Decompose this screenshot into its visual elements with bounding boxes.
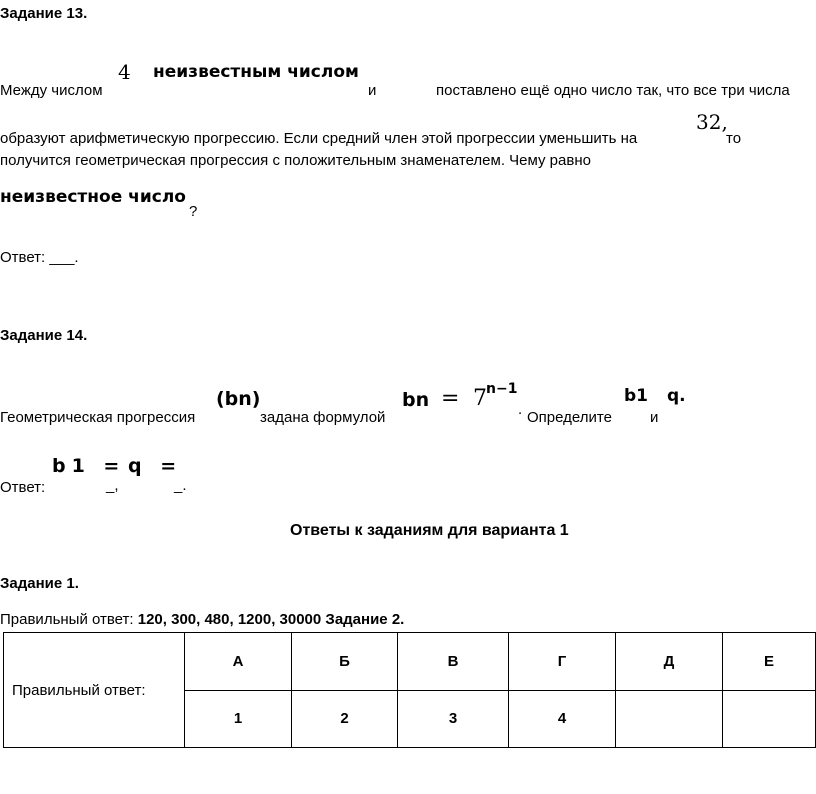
task13-answer: Ответ: ___. <box>0 249 79 266</box>
task14-and: и <box>650 409 659 426</box>
formula-eq: = <box>441 386 460 411</box>
table-value-cell: 3 <box>398 690 509 748</box>
formula-base: 7 <box>473 386 487 411</box>
task13-line3: получится геометрическая прогрессия с положительным знаменателем. Чему равно <box>0 152 591 169</box>
task13-line2: образуют арифметическую прогрессию. Если средний член этой прогрессии уменьшить на <box>0 130 638 147</box>
table-row <box>4 633 816 691</box>
answers-task1-line <box>0 611 404 628</box>
formula-exponent: n−1 <box>486 381 518 397</box>
table-header-cell: Е <box>723 633 816 691</box>
number-32: 32, <box>696 110 728 134</box>
task13-line1-start: Между числом <box>0 82 103 99</box>
table-value-cell: 1 <box>185 690 292 748</box>
answer-blank-2: _. <box>174 477 187 494</box>
task13-line1-end: поставлено ещё одно число так, что все три числа <box>436 82 790 99</box>
task14-given: задана формулой <box>260 409 386 426</box>
task14-text-start: Геометрическая прогрессия <box>0 409 196 426</box>
sequence-bn: (bn) <box>216 388 261 410</box>
task14-answer-label: Ответ: <box>0 479 46 496</box>
task14-title: Задание 14. <box>0 327 88 344</box>
table-header-cell: В <box>398 633 509 691</box>
unknown-number-label: неизвестным числом <box>153 62 359 82</box>
answers-task2-title: Задание 2. <box>325 611 405 628</box>
answer-q: q = <box>128 455 183 477</box>
answers-task1-title: Задание 1. <box>0 575 79 592</box>
answer-blank-1: _, <box>106 477 119 494</box>
unknown-number: неизвестное число <box>0 187 186 207</box>
table-header-cell: А <box>185 633 292 691</box>
answers-heading: Ответы к заданиям для варианта 1 <box>290 522 569 539</box>
and-word: и <box>368 82 377 99</box>
task13-title: Задание 13. <box>0 5 88 22</box>
table-value-cell: 4 <box>509 690 616 748</box>
formula-dot: . <box>518 401 523 418</box>
task14-determine: Определите <box>527 409 612 426</box>
table-value-cell <box>723 690 816 748</box>
question-mark: ? <box>189 203 198 220</box>
task1-values: 120, 300, 480, 1200, 30000 <box>137 611 322 628</box>
table-row-label: Правильный ответ: <box>4 633 185 748</box>
b1-symbol: b1 <box>624 386 648 406</box>
table-header-cell: Б <box>292 633 398 691</box>
number-four: 4 <box>118 60 131 84</box>
q-symbol: q. <box>667 386 686 406</box>
table-header-cell: Д <box>616 633 723 691</box>
table-value-cell: 2 <box>292 690 398 748</box>
task13-then: то <box>726 130 742 147</box>
correct-answer-label: Правильный ответ: <box>0 611 134 628</box>
answer-b1: b1 = <box>52 455 126 477</box>
table-value-cell <box>616 690 723 748</box>
answers-table <box>3 632 816 748</box>
formula-lhs: bn <box>402 389 430 411</box>
table-header-cell: Г <box>509 633 616 691</box>
